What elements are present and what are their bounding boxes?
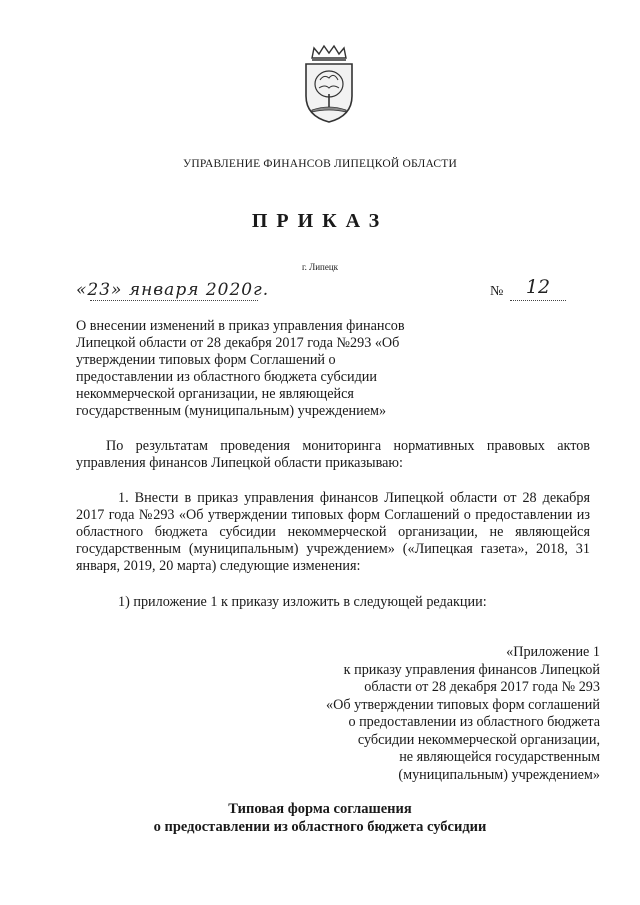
form-title-line-2: о предоставлении из областного бюджета субсидии bbox=[153, 819, 487, 835]
number-underline bbox=[510, 300, 566, 301]
body-paragraph-1: По результатам проведения мониторинга нормативных правовых актов управления финансов Липецкой области приказываю: bbox=[76, 438, 590, 471]
order-date bbox=[76, 280, 270, 304]
form-title-line-1: Типовая форма соглашения bbox=[228, 801, 412, 817]
body-paragraph-2: 1. Внести в приказ управления финансов Липецкой области от 28 декабря 2017 года №293 «Об утверждении типовых форм Соглашений о предоставлении из областного бюджета субсидии некоммерческой организации, не являющейся государственным (муниципальным) учреждением» («Липецкая газета», 2018, 31 января, 2019, 20 марта) следующие изменения: bbox=[76, 490, 590, 574]
organization-name: УПРАВЛЕНИЕ ФИНАНСОВ ЛИПЕЦКОЙ ОБЛАСТИ bbox=[182, 158, 458, 170]
order-number-value: 12 bbox=[525, 276, 551, 298]
appendix-line: субсидии некоммерческой организации, bbox=[357, 731, 600, 748]
body-paragraph-3: 1) приложение 1 к приказу изложить в следующей редакции: bbox=[118, 594, 487, 610]
date-underline bbox=[90, 300, 258, 301]
appendix-line: не являющейся государственным bbox=[399, 749, 600, 765]
appendix-line: к приказу управления финансов Липецкой bbox=[343, 661, 600, 678]
coat-of-arms-icon bbox=[300, 44, 358, 124]
order-number-label: № bbox=[490, 284, 504, 299]
appendix-line: «Приложение 1 bbox=[506, 644, 600, 660]
appendix-line: (муниципальным) учреждением» bbox=[398, 766, 600, 783]
date-handwritten: «23» января 2020г. bbox=[76, 280, 270, 300]
appendix-block bbox=[280, 644, 600, 784]
appendix-line: области от 28 декабря 2017 года № 293 bbox=[364, 679, 600, 695]
document-title: ПРИКАЗ bbox=[251, 210, 389, 232]
order-subject: О внесении изменений в приказ управления финансов Липецкой области от 28 декабря 2017 года №293 «Об утверждении типовых форм Соглашений о предоставлении из областного бюджета субсидии некоммерческой организации, не являющейся государственным (муниципальным) учреждением» bbox=[76, 318, 405, 419]
appendix-line: о предоставлении из областного бюджета bbox=[348, 714, 600, 730]
appendix-line: «Об утверждении типовых форм соглашений bbox=[326, 696, 600, 713]
city-label: г. Липецк bbox=[301, 262, 339, 272]
form-title bbox=[0, 800, 640, 836]
